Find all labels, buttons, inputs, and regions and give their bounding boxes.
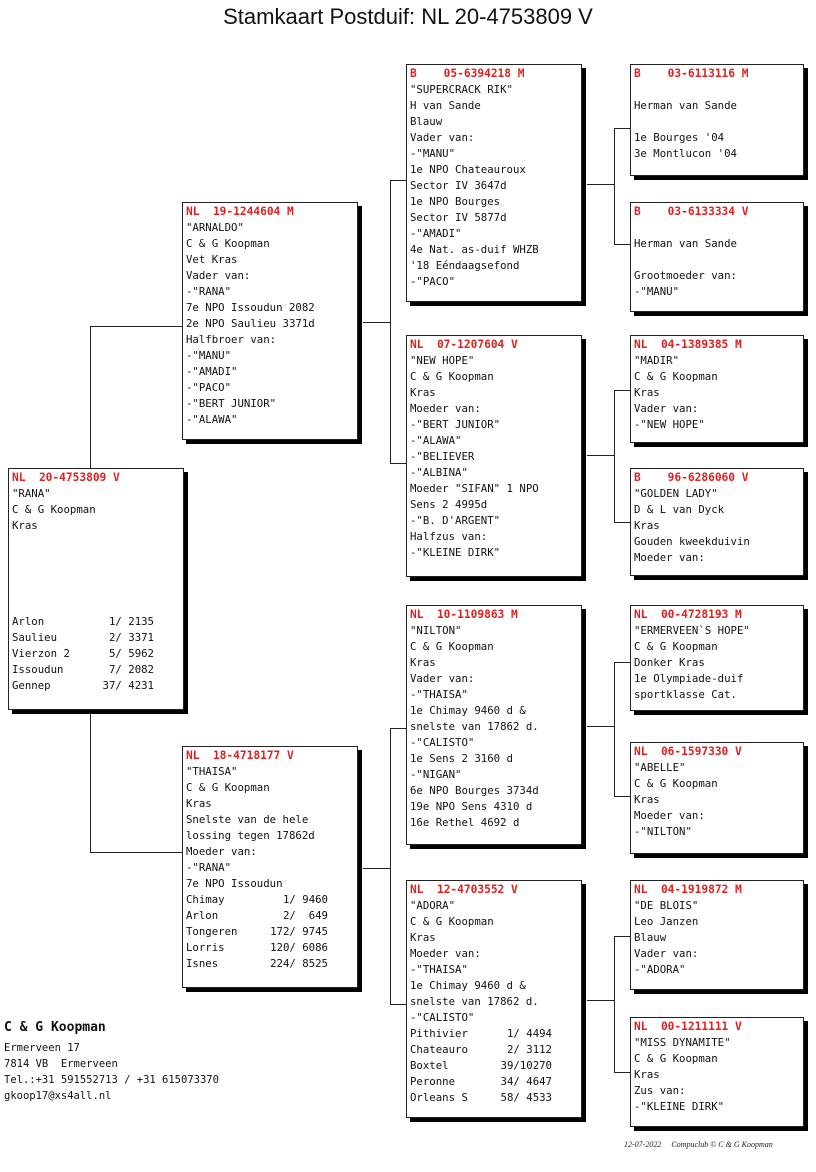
card-line: Kras	[410, 931, 436, 944]
result-row	[12, 662, 180, 678]
pigeon-card-subject[interactable]	[8, 468, 184, 710]
result-row	[12, 630, 180, 646]
card-line: 7e NPO Issoudun	[186, 877, 283, 890]
card-line: H van Sande	[410, 99, 481, 112]
result-row	[186, 908, 354, 924]
card-line: -"RANA"	[186, 285, 232, 298]
card-line: Kras	[410, 656, 436, 669]
card-line: Moeder van:	[634, 551, 705, 564]
ring-number: B 96-6286060 V	[634, 471, 749, 484]
result-row	[186, 956, 354, 972]
ring-number: B 03-6133334 V	[634, 205, 749, 218]
card-line: "MADIR"	[634, 354, 680, 367]
ring-number: NL 07-1207604 V	[410, 338, 518, 351]
ring-number: NL 12-4703552 V	[410, 883, 518, 896]
card-line: Halfbroer van:	[186, 333, 277, 346]
card-line	[634, 114, 800, 130]
ring-number: NL 18-4718177 V	[186, 749, 294, 762]
result-value: 7/ 2082	[108, 663, 154, 676]
footer-date: 12-07-2022	[624, 1140, 662, 1149]
card-line	[12, 566, 180, 582]
card-line: -"THAISA"	[410, 688, 468, 701]
card-line: C & G Koopman	[634, 640, 718, 653]
card-line: "ABELLE"	[634, 761, 686, 774]
card-line: "THAISA"	[186, 765, 238, 778]
card-line: 19e NPO Sens 4310 d	[410, 800, 533, 813]
card-line	[12, 598, 180, 614]
card-line: C & G Koopman	[186, 237, 270, 250]
result-value: 2/ 3112	[506, 1043, 552, 1056]
card-line: "MISS DYNAMITE"	[634, 1036, 731, 1049]
connector-line	[363, 868, 390, 869]
owner-name: C & G Koopman	[4, 1020, 106, 1035]
result-row	[186, 924, 354, 940]
card-line: 1e Sens 2 3160 d	[410, 752, 513, 765]
pigeon-card-sire-sire[interactable]	[406, 64, 582, 302]
connector-line	[390, 728, 391, 1004]
pigeon-card-dam-sire[interactable]	[406, 605, 582, 845]
card-line: -"ALAWA"	[410, 434, 462, 447]
card-line: Leo Janzen	[634, 915, 699, 928]
pigeon-card-sire-sire-dam[interactable]	[630, 202, 804, 312]
card-line: Moeder van:	[634, 809, 705, 822]
connector-line	[90, 326, 91, 468]
connector-line	[363, 322, 390, 323]
card-line: -"BERT JUNIOR"	[410, 418, 501, 431]
pigeon-card-sire[interactable]	[182, 202, 358, 440]
result-row	[12, 614, 180, 630]
card-line: C & G Koopman	[634, 777, 718, 790]
card-line: -"ALBINA"	[410, 466, 468, 479]
connector-line	[587, 455, 614, 456]
result-value: 2/ 3371	[108, 631, 154, 644]
connector-line	[614, 936, 615, 1072]
card-line: Kras	[12, 519, 38, 532]
result-row	[410, 1074, 578, 1090]
card-line: -"PACO"	[410, 275, 456, 288]
result-value: 37/ 4231	[102, 679, 154, 692]
result-value: 1/ 4494	[506, 1027, 552, 1040]
card-line: "SUPERCRACK RIK"	[410, 83, 513, 96]
pigeon-card-dam-sire-sire[interactable]	[630, 605, 804, 711]
result-value: 39/10270	[500, 1059, 552, 1072]
card-line: 6e NPO Bourges 3734d	[410, 784, 539, 797]
card-line: C & G Koopman	[186, 781, 270, 794]
result-value: 1/ 2135	[108, 615, 154, 628]
card-line	[12, 550, 180, 566]
card-line: Kras	[634, 793, 660, 806]
card-line: Vader van:	[634, 402, 699, 415]
card-line: -"THAISA"	[410, 963, 468, 976]
pigeon-card-dam[interactable]	[182, 746, 358, 988]
connector-line	[614, 390, 615, 522]
card-line: Kras	[410, 386, 436, 399]
pigeon-card-sire-dam[interactable]	[406, 335, 582, 577]
card-line: 3e Montlucon '04	[634, 147, 737, 160]
card-line: Herman van Sande	[634, 99, 737, 112]
ring-number: B 05-6394218 M	[410, 67, 525, 80]
card-line: 1e Chimay 9460 d &	[410, 979, 526, 992]
card-line: Moeder van:	[186, 845, 257, 858]
result-row	[410, 1090, 578, 1106]
card-line: Blauw	[634, 931, 667, 944]
card-line: 1e Bourges '04	[634, 131, 725, 144]
owner-phone: Tel.:+31 591552713 / +31 615073370	[4, 1074, 219, 1086]
result-row	[186, 892, 354, 908]
card-line: C & G Koopman	[410, 370, 494, 383]
card-line: "DE BLOIS"	[634, 899, 699, 912]
card-line: C & G Koopman	[12, 503, 96, 516]
card-line: 1e NPO Chateauroux	[410, 163, 526, 176]
card-line: -"NIGAN"	[410, 768, 462, 781]
result-row	[410, 1058, 578, 1074]
card-line: "NILTON"	[410, 624, 462, 637]
result-row	[12, 678, 180, 694]
card-line: Vader van:	[634, 947, 699, 960]
footer	[624, 1140, 773, 1149]
result-place: Tongeren	[186, 925, 238, 938]
ring-number: NL 06-1597330 V	[634, 745, 742, 758]
card-line: -"NEW HOPE"	[634, 418, 705, 431]
result-place: Arlon	[12, 615, 45, 628]
card-line: -"NILTON"	[634, 825, 692, 838]
owner-info	[4, 1020, 219, 1104]
card-line: Zus van:	[634, 1084, 686, 1097]
result-value: 1/ 9460	[282, 893, 328, 906]
card-line: C & G Koopman	[634, 1052, 718, 1065]
card-line: 1e Chimay 9460 d &	[410, 704, 526, 717]
card-line: "ADORA"	[410, 899, 456, 912]
card-line: "ERMERVEEN`S HOPE"	[634, 624, 750, 637]
ring-number: NL 00-4728193 M	[634, 608, 742, 621]
card-line: -"PACO"	[186, 381, 232, 394]
card-line: Vet Kras	[186, 253, 238, 266]
card-line	[12, 534, 180, 550]
card-line: -"MANU"	[186, 349, 232, 362]
connector-line	[90, 326, 184, 327]
card-line: lossing tegen 17862d	[186, 829, 315, 842]
card-line: Sector IV 3647d	[410, 179, 507, 192]
result-value: 172/ 9745	[270, 925, 328, 938]
ring-number: NL 19-1244604 M	[186, 205, 294, 218]
card-line: snelste van 17862 d.	[410, 995, 539, 1008]
result-place: Vierzon 2	[12, 647, 70, 660]
pigeon-card-dam-dam[interactable]	[406, 880, 582, 1118]
card-line: Sector IV 5877d	[410, 211, 507, 224]
card-line: Vader van:	[186, 269, 251, 282]
card-line: D & L van Dyck	[634, 503, 725, 516]
pigeon-card-dam-dam-dam[interactable]	[630, 1017, 804, 1127]
card-line	[634, 220, 800, 236]
card-line: -"ADORA"	[634, 963, 686, 976]
result-place: Gennep	[12, 679, 51, 692]
result-row	[12, 646, 180, 662]
card-line: -"KLEINE DIRK"	[410, 546, 501, 559]
card-line: 2e NPO Saulieu 3371d	[186, 317, 315, 330]
card-line: Moeder "SIFAN" 1 NPO	[410, 482, 539, 495]
result-place: Chateauro	[410, 1043, 468, 1056]
result-place: Pithivier	[410, 1027, 468, 1040]
card-line: sportklasse Cat.	[634, 688, 737, 701]
connector-line	[390, 180, 391, 463]
connector-line	[90, 852, 184, 853]
pigeon-card-dam-sire-dam[interactable]	[630, 742, 804, 854]
owner-postcode: 7814 VB Ermerveen	[4, 1058, 118, 1070]
card-line	[12, 582, 180, 598]
ring-number: NL 04-1919872 M	[634, 883, 742, 896]
card-line: 1e Olympiade-duif	[634, 672, 744, 685]
card-line: Blauw	[410, 115, 443, 128]
page-title: Stamkaart Postduif: NL 20-4753809 V	[223, 4, 593, 29]
card-line: "ARNALDO"	[186, 221, 244, 234]
result-place: Boxtel	[410, 1059, 449, 1072]
card-line: Donker Kras	[634, 656, 705, 669]
result-place: Issoudun	[12, 663, 64, 676]
result-value: 224/ 8525	[270, 957, 328, 970]
result-value: 120/ 6086	[270, 941, 328, 954]
card-line: -"B. D'ARGENT"	[410, 514, 501, 527]
card-line: "NEW HOPE"	[410, 354, 475, 367]
result-value: 5/ 5962	[108, 647, 154, 660]
result-value: 34/ 4647	[500, 1075, 552, 1088]
card-line: Moeder van:	[410, 947, 481, 960]
card-line: C & G Koopman	[634, 370, 718, 383]
card-line: 4e Nat. as-duif WHZB	[410, 243, 539, 256]
card-line: Kras	[634, 519, 660, 532]
card-line: Kras	[634, 386, 660, 399]
card-line: snelste van 17862 d.	[410, 720, 539, 733]
card-line: Halfzus van:	[410, 530, 488, 543]
owner-email[interactable]: gkoop17@xs4all.nl	[4, 1090, 112, 1102]
result-place: Lorris	[186, 941, 225, 954]
card-line	[634, 252, 800, 268]
card-line: -"AMADI"	[186, 365, 238, 378]
card-line: 1e NPO Bourges	[410, 195, 501, 208]
card-line: Sens 2 4995d	[410, 498, 488, 511]
card-line: 7e NPO Issoudun 2082	[186, 301, 315, 314]
card-line: C & G Koopman	[410, 640, 494, 653]
card-line: "GOLDEN LADY"	[634, 487, 718, 500]
card-line: '18 Eéndaagsefond	[410, 259, 520, 272]
result-value: 58/ 4533	[500, 1091, 552, 1104]
card-line: -"CALISTO"	[410, 736, 475, 749]
card-line: Kras	[634, 1068, 660, 1081]
ring-number: NL 20-4753809 V	[12, 471, 120, 484]
result-value: 2/ 649	[282, 909, 328, 922]
card-line: Grootmoeder van:	[634, 269, 737, 282]
pigeon-card-sire-sire-sire[interactable]	[630, 64, 804, 176]
result-row	[186, 940, 354, 956]
owner-address: Ermerveen 17	[4, 1042, 80, 1054]
card-line: -"MANU"	[410, 147, 456, 160]
result-place: Orleans S	[410, 1091, 468, 1104]
connector-line	[587, 726, 614, 727]
connector-line	[90, 710, 91, 852]
result-place: Arlon	[186, 909, 219, 922]
card-line: 16e Rethel 4692 d	[410, 816, 520, 829]
connector-line	[587, 1000, 614, 1001]
result-row	[410, 1026, 578, 1042]
card-line: Moeder van:	[410, 402, 481, 415]
result-place: Peronne	[410, 1075, 456, 1088]
ring-number: NL 10-1109863 M	[410, 608, 518, 621]
card-line: -"BELIEVER	[410, 450, 475, 463]
result-row	[410, 1042, 578, 1058]
card-line: Vader van:	[410, 672, 475, 685]
card-line: -"AMADI"	[410, 227, 462, 240]
card-line: -"RANA"	[186, 861, 232, 874]
card-line: Vader van:	[410, 131, 475, 144]
card-line: -"ALAWA"	[186, 413, 238, 426]
result-place: Chimay	[186, 893, 225, 906]
ring-number: NL 04-1389385 M	[634, 338, 742, 351]
card-line: Gouden kweekduivin	[634, 535, 750, 548]
card-line: -"KLEINE DIRK"	[634, 1100, 725, 1113]
card-line	[634, 82, 800, 98]
connector-line	[614, 662, 615, 796]
card-line: Kras	[186, 797, 212, 810]
card-line: "RANA"	[12, 487, 51, 500]
result-place: Isnes	[186, 957, 219, 970]
ring-number: NL 00-1211111 V	[634, 1020, 742, 1033]
card-line: C & G Koopman	[410, 915, 494, 928]
ring-number: B 03-6113116 M	[634, 67, 749, 80]
card-line: -"BERT JUNIOR"	[186, 397, 277, 410]
card-line: -"CALISTO"	[410, 1011, 475, 1024]
connector-line	[614, 128, 615, 244]
card-line: -"MANU"	[634, 285, 680, 298]
connector-line	[587, 184, 614, 185]
pigeon-card-sire-dam-sire[interactable]	[630, 335, 804, 443]
card-line: Herman van Sande	[634, 237, 737, 250]
pigeon-card-sire-dam-dam[interactable]	[630, 468, 804, 576]
pigeon-card-dam-dam-sire[interactable]	[630, 880, 804, 990]
result-place: Saulieu	[12, 631, 58, 644]
card-line: Snelste van de hele	[186, 813, 309, 826]
footer-credit: Compuclub © C & G Koopman	[671, 1140, 773, 1149]
